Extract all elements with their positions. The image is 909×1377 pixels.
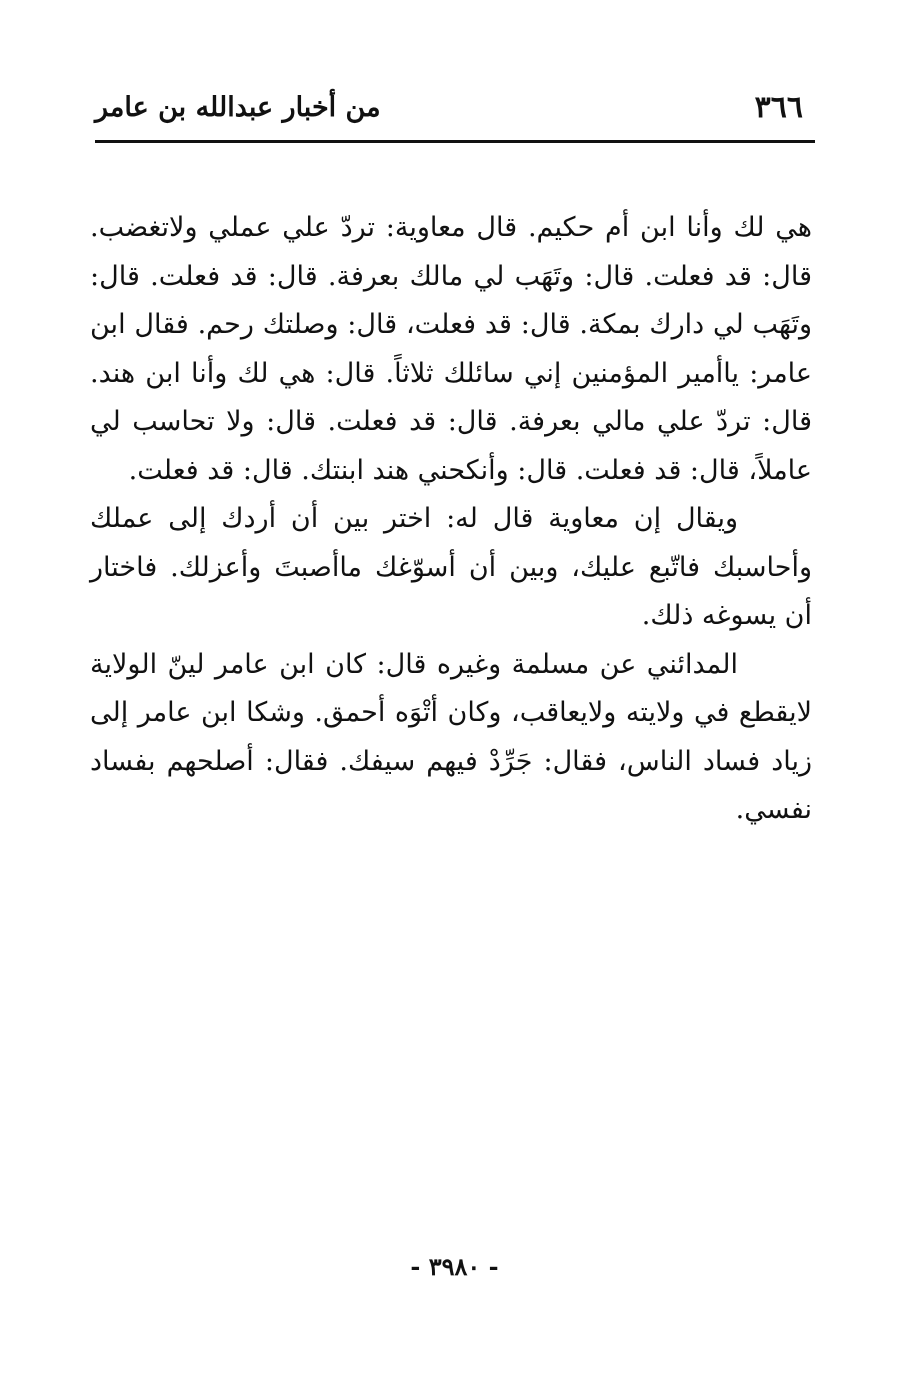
header-rule [95, 140, 815, 143]
page-header [95, 86, 813, 132]
paragraph-2: ويقال إن معاوية قال له: اختر بين أن أردك إلى عملك وأحاسبك فاتّبع عليك، وبين أن أسوّغك ماأصبتَ وأعزلك. فاختار أن يسوغه ذلك. [90, 503, 812, 631]
body-text [90, 204, 812, 835]
paragraph-1: هي لك وأنا ابن أم حكيم. قال معاوية: تردّ علي عملي ولاتغضب. قال: قد فعلت. قال: وتَهَب لي مالك بعرفة. قال: قد فعلت. قال: وتَهَب لي دارك بمكة. قال: قد فعلت، قال: وصلتك رحم. فقال ابن عامر: ياأمير المؤمنين إني سائلك ثلاثاً. قال: هي لك وأنا ابن هند. قال: تردّ علي مالي بعرفة. قال: قد فعلت. قال: ولا تحاسب لي عاملاً، قال: قد فعلت. قال: وأنكحني هند ابنتك. قال: قد فعلت. [90, 212, 812, 486]
footer-page-marker: - ٣٩٨٠ - [410, 1252, 499, 1281]
running-title: من أخبار عبدالله بن عامر [95, 92, 381, 123]
page-footer [0, 1252, 909, 1281]
page-number: ٣٦٦ [754, 90, 803, 125]
paragraph-3: المدائني عن مسلمة وغيره قال: كان ابن عامر لينّ الولاية لايقطع في ولايته ولايعاقب، وكان أتْوَه أحمق. وشكا ابن عامر إلى زياد فساد الناس، فقال: جَرِّدْ فيهم سيفك. فقال: أصلحهم بفساد نفسي. [90, 648, 812, 825]
